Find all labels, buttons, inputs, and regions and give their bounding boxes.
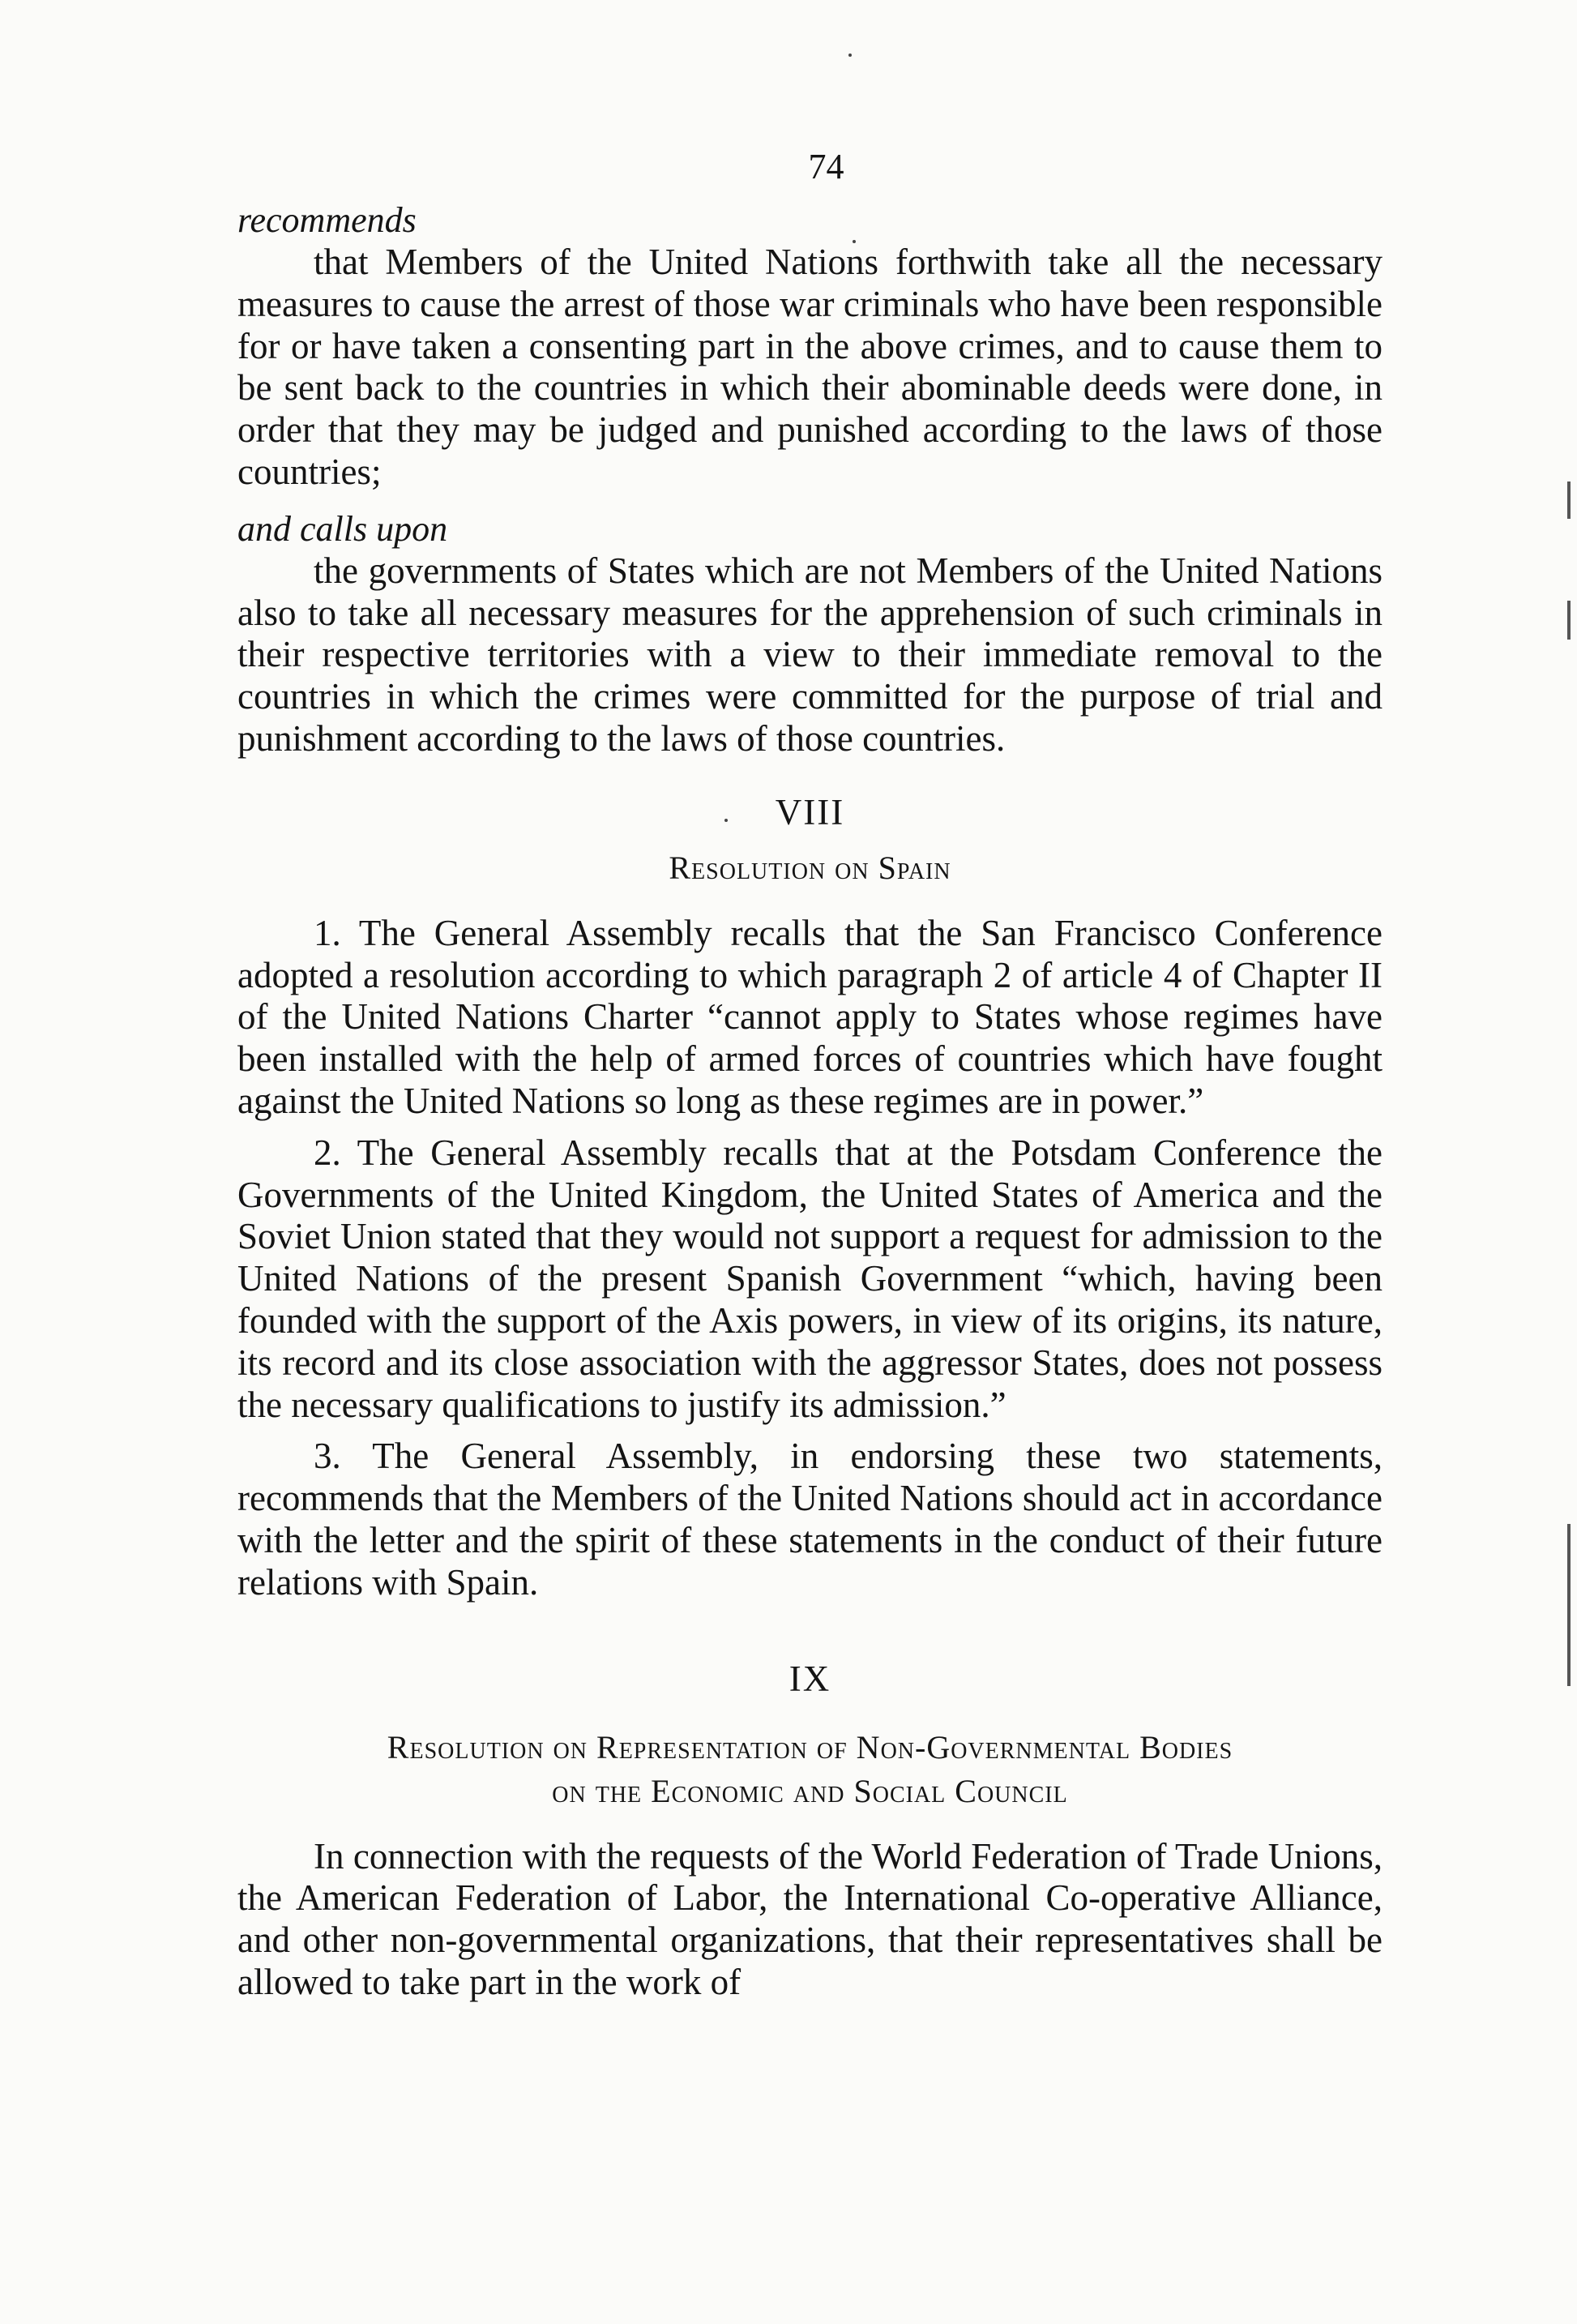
text-column: [237, 143, 1383, 2004]
scan-speck: [848, 53, 852, 57]
spain-paragraph-1: 1. The General Assembly recalls that the San Francisco Conference adopted a resolution according to which paragraph 2 of article 4 of Chapter II of the United Nations Charter “cannot apply to States whose regimes have been installed with the help of armed forces of countries which have fought against the United Nations so long as these regimes are in power.”: [237, 912, 1383, 1121]
calls-upon-paragraph: the governments of States which are not Members of the United Nations also to take all necessary measures for the apprehension of such criminals in their respective territories with a view to their immediate removal to the countries in which the crimes were committed for the purpose of trial and punishment according to the laws of those countries.: [237, 550, 1383, 759]
calls-upon-label: and calls upon: [237, 508, 448, 549]
ngo-paragraph: In connection with the requests of the World Federation of Trade Unions, the American Federation of Labor, the International Co-operative Alliance, and other non-governmental organizations, that their representatives shall be allowed to take part in the work of: [237, 1835, 1383, 2002]
scan-edge-mark: [1567, 481, 1571, 519]
recommends-paragraph: that Members of the United Nations forthwith take all the necessary measures to cause the arrest of those war criminals who have been responsible for or have taken a consenting part in the above crimes, and to cause them to be sent back to the countries in which their abominable deeds were done, in order that they may be judged and punished according to the laws of those countries;: [237, 242, 1383, 492]
section-viii-numeral: VIII: [775, 791, 845, 832]
section-ix-title-line-1: Resolution on Representation of Non-Governmental Bodies: [387, 1728, 1233, 1765]
section-ix-title-line-2: on the Economic and Social Council: [552, 1772, 1068, 1809]
spain-paragraph-3: 3. The General Assembly, in endorsing these two statements, recommends that the Members of the United Nations should act in accordance with the letter and the spirit of these statements in the conduct of their future relations with Spain.: [237, 1436, 1383, 1603]
section-ix-numeral: IX: [788, 1658, 831, 1699]
scan-edge-mark: [1567, 601, 1571, 640]
recommends-label: recommends: [237, 200, 417, 240]
section-viii-title: Resolution on Spain: [669, 849, 951, 886]
spain-paragraph-2: 2. The General Assembly recalls that at the Potsdam Conference the Governments of the United Kingdom, the United States of America and the Soviet Union stated that they would not support a request for admission to the United Nations of the present Spanish Government “which, having been founded with the support of the Axis powers, in view of its origins, its nature, its record and its close association with the aggressor States, does not possess the necessary qualifications to justify its admission.”: [237, 1132, 1383, 1425]
scan-edge-mark: [1567, 1524, 1571, 1686]
page-number: 74: [808, 147, 844, 186]
